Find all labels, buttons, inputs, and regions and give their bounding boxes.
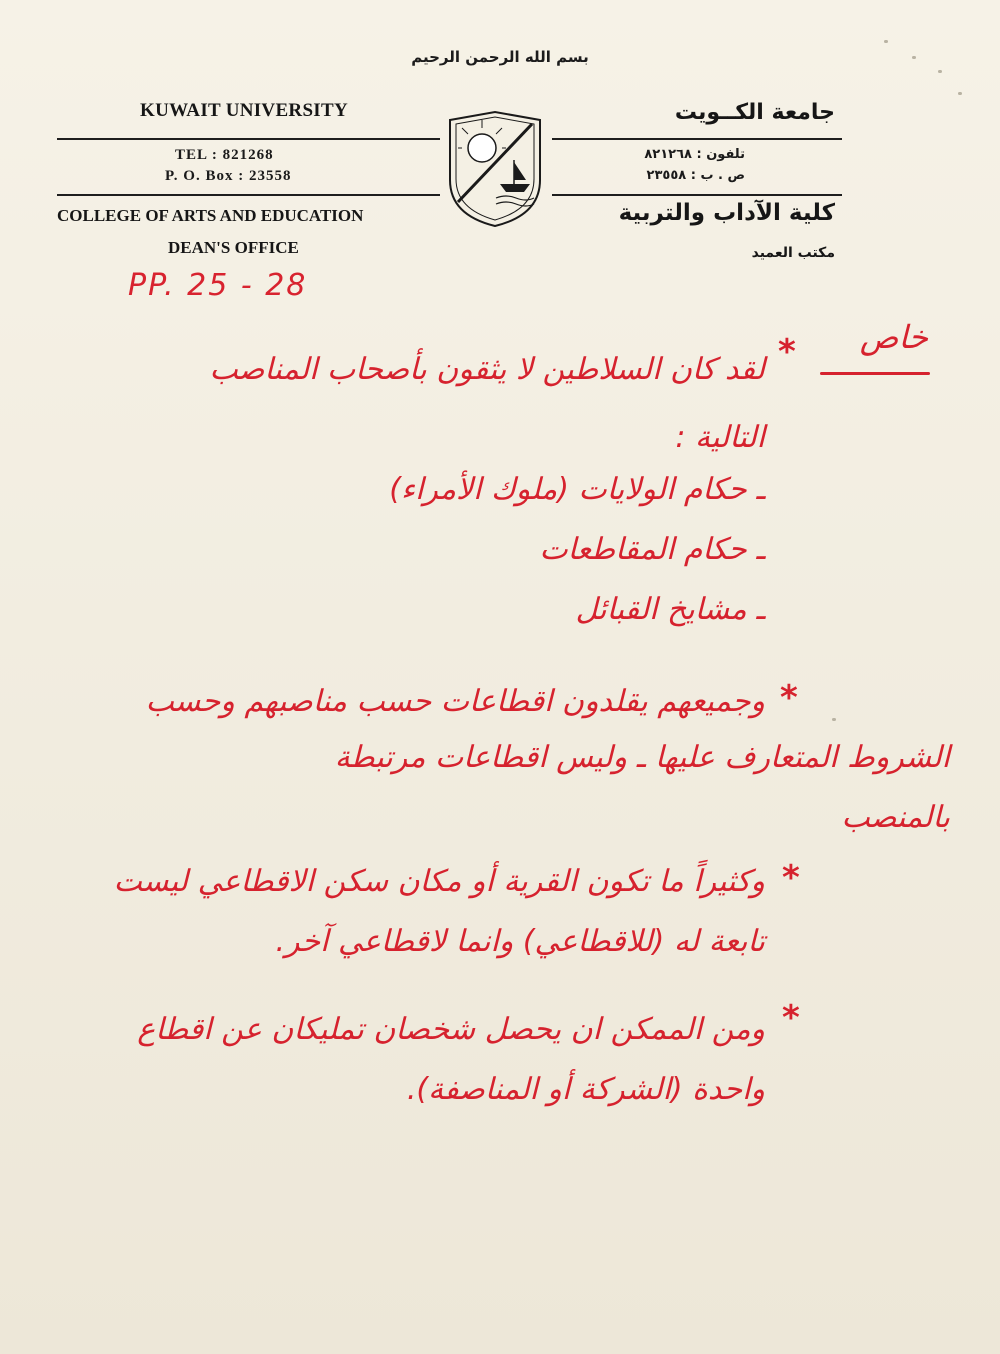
page-reference: PP. 25 - 28 xyxy=(128,268,308,303)
note-line: وجميعهم يقلدون اقطاعات حسب مناصبهم وحسب xyxy=(145,684,765,719)
note-line: لقد كان السلاطين لا يثقون بأصحاب المناصب xyxy=(209,352,765,387)
bullet-star: * xyxy=(782,998,800,1038)
note-line: بالمنصب xyxy=(841,800,950,835)
handwritten-heading: خاص xyxy=(859,318,928,356)
deans-office-ar: مكتب العميد xyxy=(751,245,835,261)
college-name-en: COLLEGE OF ARTS AND EDUCATION xyxy=(57,206,364,225)
bullet-star: * xyxy=(778,332,796,372)
telephone-ar: تلفون : ٨٢١٢٦٨ xyxy=(644,147,745,162)
note-line: التالية : xyxy=(675,420,765,455)
bullet-star: * xyxy=(782,858,800,898)
pobox-ar: ص . ب : ٢٣٥٥٨ xyxy=(646,168,745,183)
header-rule-right xyxy=(552,138,842,140)
deans-office-en: DEAN'S OFFICE xyxy=(168,238,299,257)
telephone-en: TEL : 821268 xyxy=(175,147,274,163)
note-line: ـ حكام الولايات (ملوك الأمراء) xyxy=(389,472,765,507)
contact-rule-right xyxy=(552,194,842,196)
university-emblem xyxy=(440,110,550,228)
bullet-star: * xyxy=(780,678,798,718)
note-line: واحدة (الشركة أو المناصفة). xyxy=(406,1072,765,1107)
header-rule-left xyxy=(57,138,440,140)
note-line: تابعة له (للاقطاعي) وانما لاقطاعي آخر. xyxy=(275,924,765,959)
contact-rule-left xyxy=(57,194,440,196)
heading-underline xyxy=(820,372,930,375)
note-line: الشروط المتعارف عليها ـ وليس اقطاعات مرتبطة xyxy=(334,740,950,775)
note-line: ـ مشايخ القبائل xyxy=(575,592,765,627)
basmala: بسم الله الرحمن الرحيم xyxy=(411,48,589,66)
university-name-en: KUWAIT UNIVERSITY xyxy=(140,100,348,121)
college-name-ar: كلية الآداب والتربية xyxy=(618,200,835,226)
note-line: وكثيراً ما تكون القرية أو مكان سكن الاقطاعي ليست xyxy=(113,864,765,899)
note-line: ـ حكام المقاطعات xyxy=(539,532,765,567)
note-line: ومن الممكن ان يحصل شخصان تمليكان عن اقطاع xyxy=(137,1012,765,1047)
pobox-en: P. O. Box : 23558 xyxy=(165,168,292,184)
university-name-ar: جامعة الكــويت xyxy=(674,100,835,125)
